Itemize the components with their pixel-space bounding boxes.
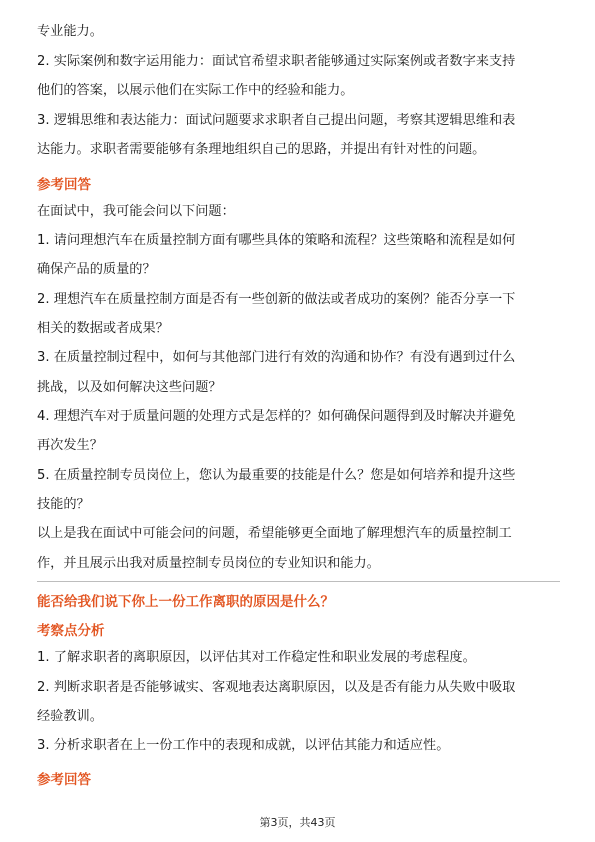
body-text-line: 2. 理想汽车在质量控制方面是否有一些创新的做法或者成功的案例？能否分享一下 <box>37 292 516 307</box>
body-text-line: 1. 请问理想汽车在质量控制方面有哪些具体的策略和流程？这些策略和流程是如何 <box>37 233 516 248</box>
body-text-line: 他们的答案，以展示他们在实际工作中的经验和能力。 <box>37 83 354 98</box>
question-title: 能否给我们说下你上一份工作离职的原因是什么？ <box>37 594 334 610</box>
body-text-line: 3. 在质量控制过程中，如何与其他部门进行有效的沟通和协作？有没有遇到过什么 <box>37 350 516 365</box>
body-text-line: 再次发生？ <box>37 438 103 453</box>
body-text-line: 5. 在质量控制专员岗位上，您认为最重要的技能是什么？您是如何培养和提升这些 <box>37 468 516 483</box>
body-text-line: 2. 判断求职者是否能够诚实、客观地表达离职原因，以及是否有能力从失败中吸取 <box>37 680 516 695</box>
body-text-line: 3. 分析求职者在上一份工作中的表现和成就，以评估其能力和适应性。 <box>37 738 450 753</box>
body-text-line: 4. 理想汽车对于质量问题的处理方式是怎样的？如何确保问题得到及时解决并避免 <box>37 409 516 424</box>
body-text-line: 相关的数据或者成果？ <box>37 321 169 336</box>
reference-answer-heading: 参考回答 <box>37 177 91 193</box>
body-text-line: 3. 逻辑思维和表达能力：面试问题要求求职者自己提出问题，考察其逻辑思维和表 <box>37 113 516 128</box>
body-text-line: 技能的？ <box>37 497 90 512</box>
body-text-line: 确保产品的质量的？ <box>37 262 156 277</box>
body-text-line: 以上是我在面试中可能会问的问题，希望能够更全面地了解理想汽车的质量控制工 <box>37 526 512 541</box>
page-number: 第3页，共43页 <box>259 816 336 829</box>
section-divider <box>37 581 560 582</box>
analysis-heading: 考察点分析 <box>37 623 105 639</box>
body-text-line: 专业能力。 <box>37 24 103 39</box>
body-text-line: 挑战，以及如何解决这些问题？ <box>37 380 222 395</box>
body-text-line: 经验教训。 <box>37 709 103 724</box>
reference-answer-heading: 参考回答 <box>37 772 91 788</box>
body-text-line: 在面试中，我可能会问以下问题： <box>37 204 235 219</box>
body-text-line: 2. 实际案例和数字运用能力：面试官希望求职者能够通过实际案例或者数字来支持 <box>37 54 516 69</box>
body-text-line: 达能力。求职者需要能够有条理地组织自己的思路，并提出有针对性的问题。 <box>37 142 486 157</box>
body-text-line: 1. 了解求职者的离职原因，以评估其对工作稳定性和职业发展的考虑程度。 <box>37 650 476 665</box>
body-text-line: 作，并且展示出我对质量控制专员岗位的专业知识和能力。 <box>37 556 380 571</box>
